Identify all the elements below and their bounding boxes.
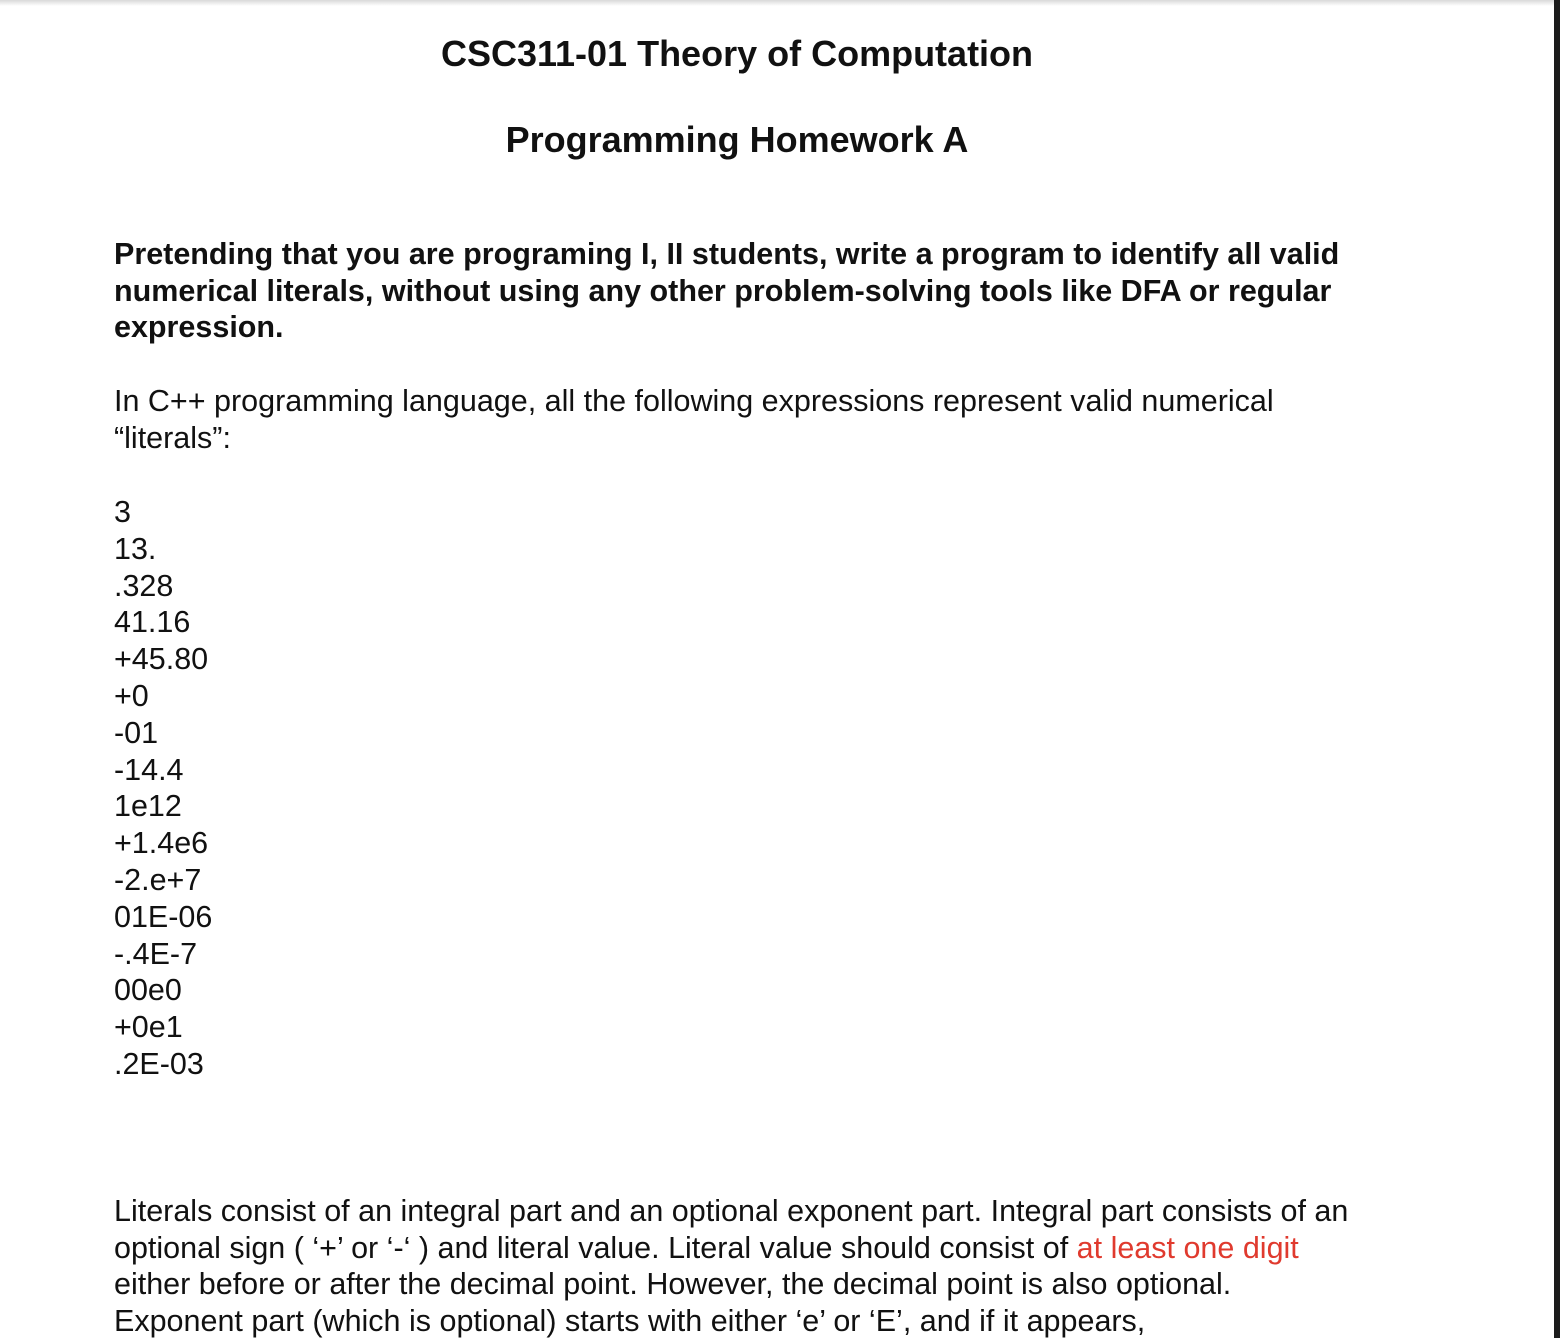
literal-item: .328 <box>114 568 174 603</box>
literal-item: -.4E-7 <box>114 936 198 971</box>
assignment-title: Programming Homework A <box>505 119 969 160</box>
literal-item: 41.16 <box>114 605 191 640</box>
literal-item: 3 <box>114 495 131 529</box>
literal-item: -14.4 <box>114 752 184 787</box>
description-paragraph <box>114 1193 1354 1340</box>
literal-item: 1e12 <box>114 789 182 824</box>
literal-item: .2E-03 <box>114 1046 204 1081</box>
literal-item: 01E-06 <box>114 899 213 934</box>
literal-item: -01 <box>114 715 159 750</box>
page-edge-divider <box>1554 0 1560 1338</box>
course-title: CSC311-01 Theory of Computation <box>440 33 1034 74</box>
literal-list <box>114 494 212 1083</box>
description-text: Literals consist of an integral part and an optional exponent part. Integral part consists of an optional sign ( ‘+’ or ‘-‘ ) and literal value. Literal value should consist of <box>114 1194 1349 1265</box>
literal-item: +0e1 <box>114 1010 183 1045</box>
literal-item: +45.80 <box>114 642 209 677</box>
literal-item: -2.e+7 <box>114 862 202 897</box>
intro-paragraph: Pretending that you are programing I, II students, write a program to identify all valid numerical literals, without using any other problem-solving tools like DFA or regular expression. <box>114 237 1340 345</box>
highlighted-text: at least one digit <box>1076 1230 1299 1265</box>
literal-item: +0 <box>114 678 149 713</box>
literal-item: 00e0 <box>114 973 182 1008</box>
literal-item: 13. <box>114 531 157 566</box>
description-text-continued: either before or after the decimal point. However, the decimal point is also optional. Exponent part (which is optional) starts with either ‘e’ or ‘E’, and if it appears, <box>114 1267 1232 1339</box>
literal-item: +1.4e6 <box>114 826 209 861</box>
lead-paragraph: In C++ programming language, all the following expressions represent valid numerical “literals”: <box>114 384 1274 455</box>
